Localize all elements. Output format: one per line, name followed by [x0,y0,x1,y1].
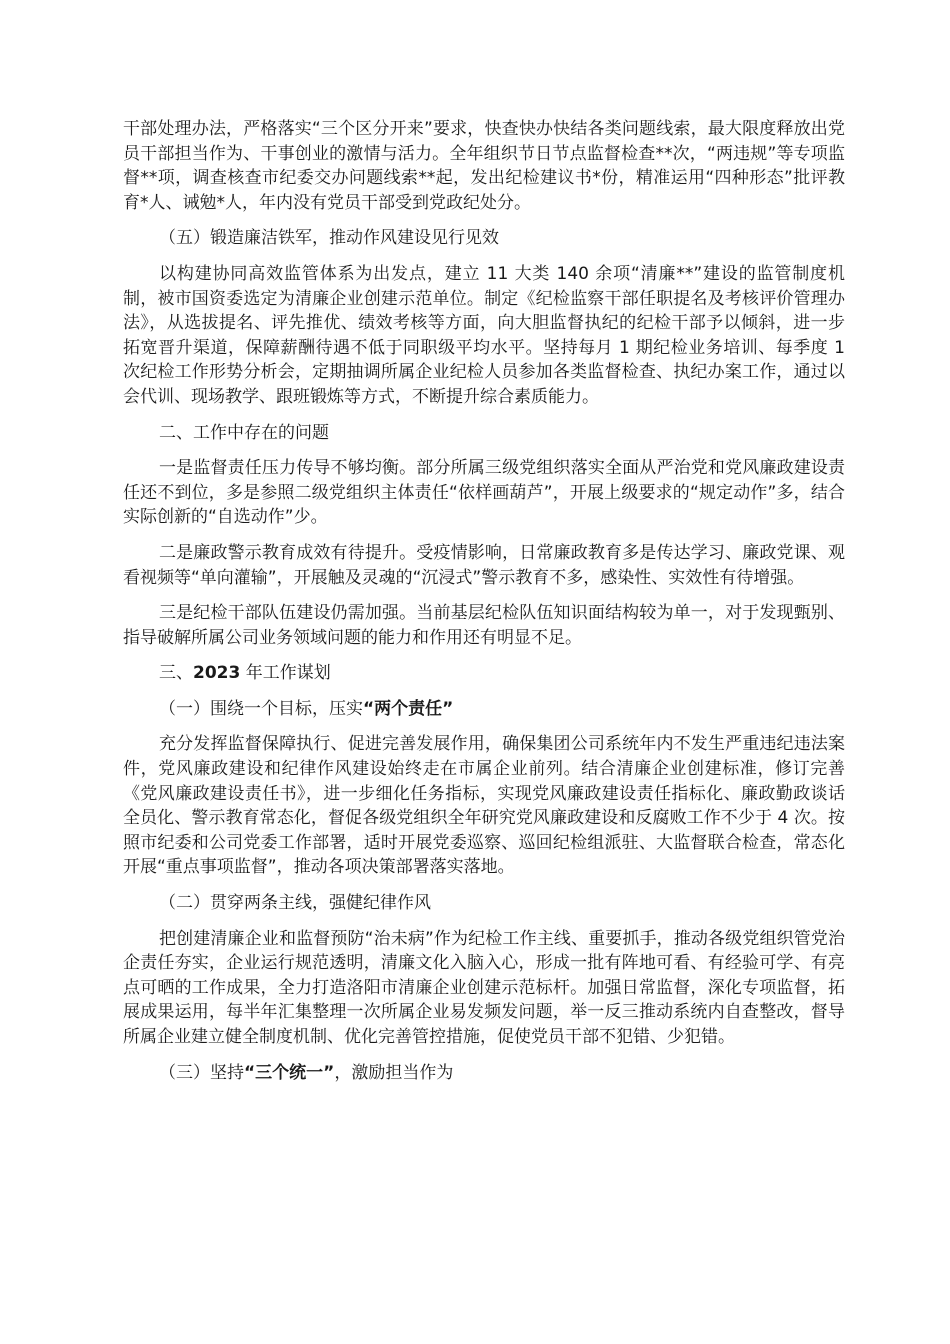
document-page [123,117,845,1096]
section-heading-three [123,661,845,686]
section-heading-two: 二、工作中存在的问题 [159,422,329,443]
heading-three-year: 2023 [193,663,241,684]
plan-heading-1-bold: “两个责任” [363,698,454,719]
heading-three-suffix: 年工作谋划 [240,663,331,684]
plan-heading-2: （二）贯穿两条主线，强健纪律作风 [159,893,431,914]
plan-paragraph-2: 把创建清廉企业和监督预防“治未病”作为纪检工作主线、重要抓手，推动各级党组织管党治企责任夯实，企业运行规范透明，清廉文化入脑入心，形成一批有阵地可看、有经验可学、有亮点可晒的工作成果，全力打造洛阳市清廉企业创建示范标杆。加强日常监督，深化专项监督，拓展成果运用，每半年汇集整理一次所属企业易发频发问题，举一反三推动系统内自查整改，督导所属企业建立健全制度机制、优化完善管控措施，促使党员干部不犯错、少犯错。 [123,928,845,1047]
paragraph-5-body: 以构建协同高效监管体系为出发点，建立 11 大类 140 余项“清廉**”建设的监管制度机制，被市国资委选定为清廉企业创建示范单位。制定《纪检监察干部任职提名及考核评价管理办法》，从选拔提名、评先推优、绩效考核等方面，向大胆监督执纪的纪检干部予以倾斜，进一步拓宽晋升渠道，保障薪酬待遇不低于同职级平均水平。坚持每月 1 期纪检业务培训、每季度 1 次纪检工作形势分析会，定期抽调所属企业纪检人员参加各类监督检查、执纪办案工作，通过以会代训、现场教学、跟班锻炼等方式，不断提升综合素质能力。 [123,263,845,407]
plan-paragraph-1: 充分发挥监督保障执行、促进完善发展作用，确保集团公司系统年内不发生严重违纪违法案件，党风廉政建设和纪律作风建设始终走在市属企业前列。结合清廉企业创建标准，修订完善《党风廉政建设责任书》，进一步细化任务指标，实现党风廉政建设责任指标化、廉政勤政谈话全员化、警示教育常态化，督促各级党组织全年研究党风廉政建设和反腐败工作不少于 4 次。按照市纪委和公司党委工作部署，适时开展党委巡察、巡回纪检组派驻、大监督联合检查，常态化开展“重点事项监督”，推动各项决策部署落实落地。 [123,734,845,878]
problem-paragraph-1: 一是监督责任压力传导不够均衡。部分所属三级党组织落实全面从严治党和党风廉政建设责任还不到位，多是参照二级党组织主体责任“依样画葫芦”，开展上级要求的“规定动作”多，结合实际创新的“自选动作”少。 [123,458,845,528]
section-heading-5: （五）锻造廉洁铁军，推动作风建设见行见效 [159,228,499,249]
plan-heading-3-suffix: ，激励担当作为 [334,1062,454,1083]
paragraph-continuation: 干部处理办法，严格落实“三个区分开来”要求，快查快办快结各类问题线索，最大限度释放出党员干部担当作为、干事创业的激情与活力。全年组织节日节点监督检查**次，“两违规”等专项监督**项，调查核查市纪委交办问题线索**起，发出纪检建议书*份，精准运用“四种形态”批评教育*人、诫勉*人，年内没有党员干部受到党政纪处分。 [123,119,845,213]
problem-paragraph-3: 三是纪检干部队伍建设仍需加强。当前基层纪检队伍知识面结构较为单一，对于发现甄别、指导破解所属公司业务领域问题的能力和作用还有明显不足。 [123,603,845,648]
heading-three-prefix: 三、 [159,663,193,684]
problem-paragraph-2: 二是廉政警示教育成效有待提升。受疫情影响，日常廉政教育多是传达学习、廉政党课、观看视频等“单向灌输”，开展触及灵魂的“沉浸式”警示教育不多，感染性、实效性有待增强。 [123,542,845,588]
plan-heading-3-prefix: （三）坚持 [159,1062,244,1083]
plan-heading-1-prefix: （一）围绕一个目标，压实 [159,698,363,719]
plan-heading-3-bold: “三个统一” [244,1062,335,1083]
plan-heading-1 [123,697,845,722]
plan-heading-3 [123,1061,845,1086]
